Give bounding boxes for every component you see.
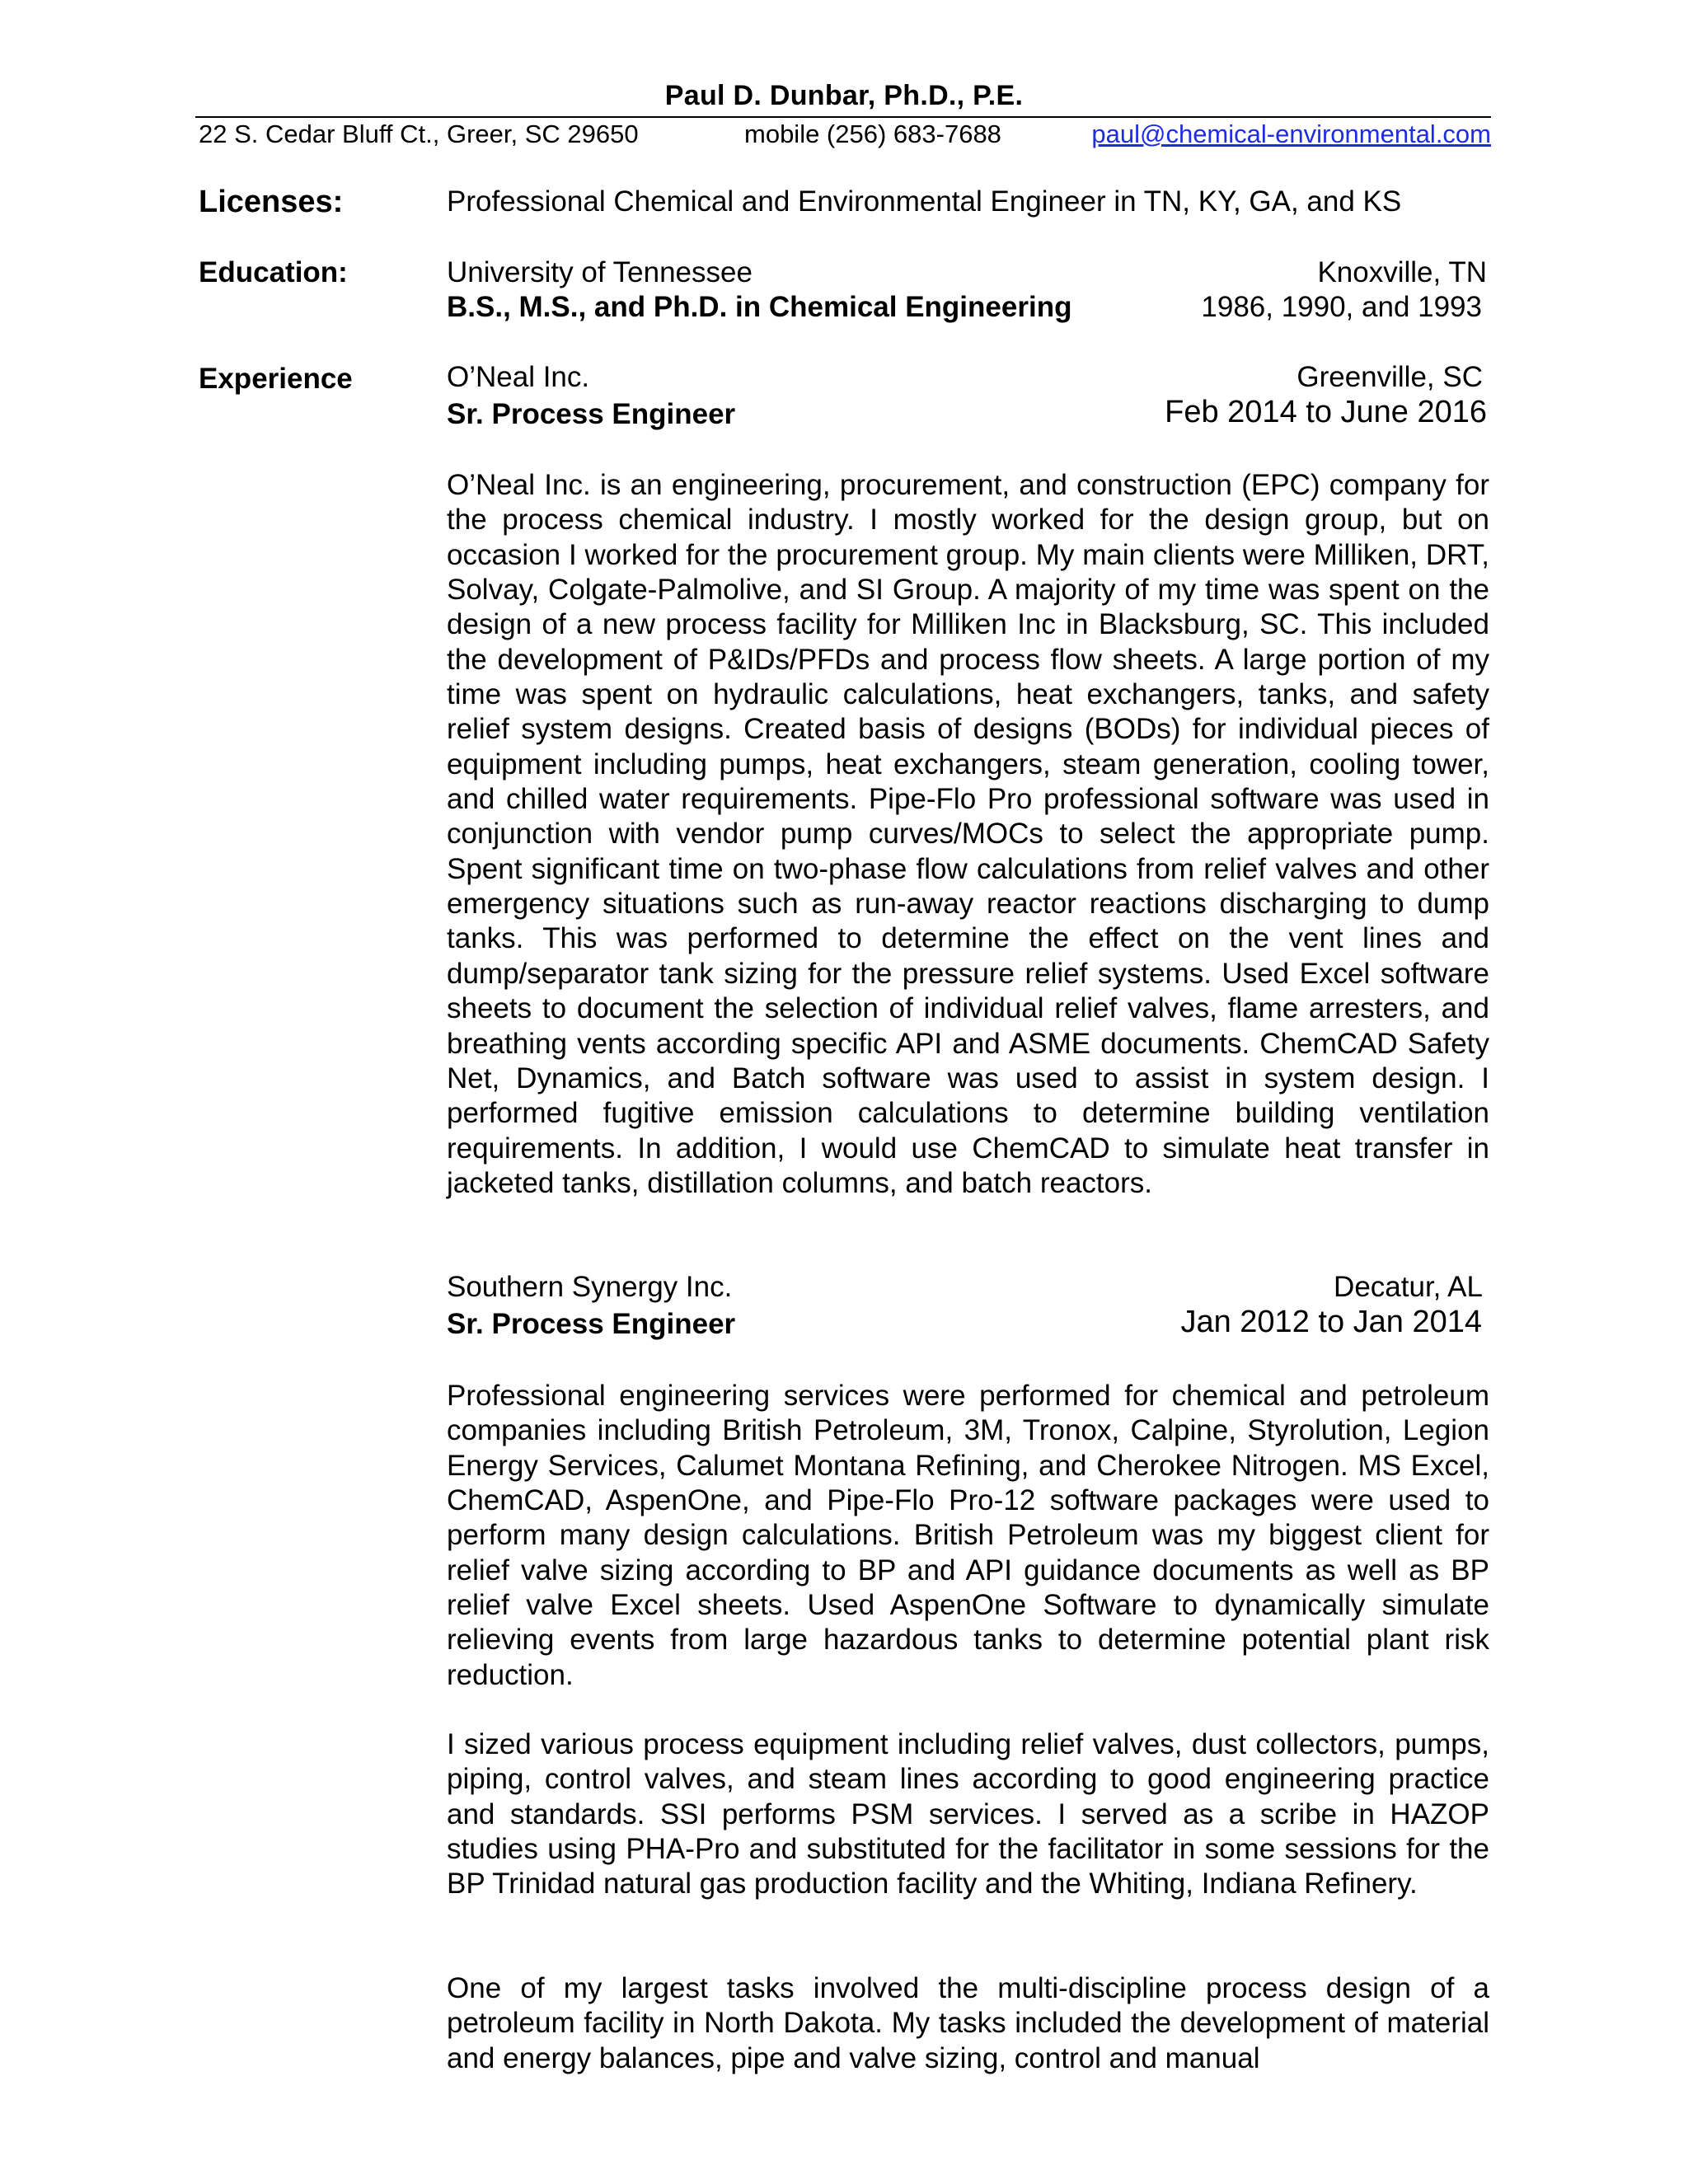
contact-phone: mobile (256) 683-7688 (744, 120, 1001, 148)
job-2-location: Decatur, AL (1334, 1271, 1483, 1303)
licenses-description: Professional Chemical and Environmental Engineer in TN, KY, GA, and KS (447, 185, 1402, 218)
licenses-text (447, 185, 1487, 219)
job-2-company: Southern Synergy Inc. (447, 1271, 733, 1303)
experience-heading: Experience (199, 363, 353, 395)
job-2-description-1: Professional engineering services were performed for chemical and petroleum companies including British Petroleum, 3M, Tronox, Calpine, Styrolution, Legion Energy Services, Calumet Montana Refining, and Cherokee Nitrogen. MS Excel, ChemCAD, AspenOne, and Pipe-Flo Pro-12 software packages were used to perform many design calculations. British Petroleum was my biggest client for relief valve sizing according to BP and API guidance documents as well as BP relief valve Excel sheets. Used AspenOne Software to dynamically simulate relieving events from large hazardous tanks to determine potential plant risk reduction. (447, 1380, 1489, 1691)
contact-address: 22 S. Cedar Bluff Ct., Greer, SC 29650 (199, 120, 639, 148)
candidate-name: Paul D. Dunbar, Ph.D., P.E. (664, 80, 1024, 111)
education-degree-row (447, 290, 1487, 325)
job-1-description: O’Neal Inc. is an engineering, procurement, and construction (EPC) company for the process chemical industry. I mostly worked for the design group, but on occasion I worked for the procurement group. My main clients were Milliken, DRT, Solvay, Colgate-Palmolive, and SI Group. A majority of my time was spent on the design of a new process facility for Milliken Inc in Blacksburg, SC. This included the development of P&IDs/PFDs and process flow sheets. A large portion of my time was spent on hydraulic calculations, heat exchangers, tanks, and safety relief system designs. Created basis of designs (BODs) for individual pieces of equipment including pumps, heat exchangers, steam generation, cooling tower, and chilled water requirements. Pipe-Flo Pro professional software was used in conjunction with vendor pump curves/MOCs to select the appropriate pump. Spent significant time on two-phase flow calculations from relief valves and other emergency situations such as run-away reactor reactions discharging to dump tanks. This was performed to determine the effect on the vent lines and dump/separator tank sizing for the pressure relief systems. Used Excel software sheets to document the selection of individual relief valves, flame arresters, and breathing vents according specific API and ASME documents. ChemCAD Safety Net, Dynamics, and Batch software was used to assist in system design. I performed fugitive emission calculations to determine building ventilation requirements. In addition, I would use ChemCAD to simulate heat transfer in jacketed tanks, distillation columns, and batch reactors. (447, 469, 1489, 1199)
job-1-company: O’Neal Inc. (447, 361, 590, 393)
job-1-title-row (447, 397, 1487, 432)
job-2-dates: Jan 2012 to Jan 2014 (1180, 1305, 1482, 1339)
education-degree: B.S., M.S., and Ph.D. in Chemical Engineering (447, 291, 1072, 323)
education-years: 1986, 1990, and 1993 (1201, 291, 1482, 323)
job-1-dates: Feb 2014 to June 2016 (1165, 395, 1487, 429)
job-2-description-3: One of my largest tasks involved the multi-discipline process design of a petroleum facility in North Dakota. My tasks included the development of material and energy balances, pipe and valve sizing, control and manual (447, 1972, 1489, 2074)
education-school: University of Tennessee (447, 256, 753, 288)
job-2-description-2: I sized various process equipment including relief valves, dust collectors, pumps, piping, control valves, and steam lines according to good engineering practice and standards. SSI performs PSM services. I served as a scribe in HAZOP studies using PHA-Pro and substituted for the facilitator in some sessions for the BP Trinidad natural gas production facility and the Whiting, Indiana Refinery. (447, 1728, 1489, 1900)
job-1-location: Greenville, SC (1296, 361, 1483, 393)
job-2-company-row (447, 1270, 1487, 1305)
education-location: Knoxville, TN (1317, 256, 1487, 288)
job-1-company-row (447, 360, 1487, 395)
header-divider (195, 116, 1491, 118)
education-heading: Education: (199, 256, 348, 288)
job-1-title: Sr. Process Engineer (447, 398, 736, 430)
job-2-title: Sr. Process Engineer (447, 1308, 736, 1340)
licenses-heading: Licenses: (199, 185, 344, 219)
job-2-title-row (447, 1307, 1487, 1342)
education-school-row (447, 255, 1487, 290)
contact-email-link[interactable]: paul@chemical-environmental.com (1091, 120, 1491, 148)
